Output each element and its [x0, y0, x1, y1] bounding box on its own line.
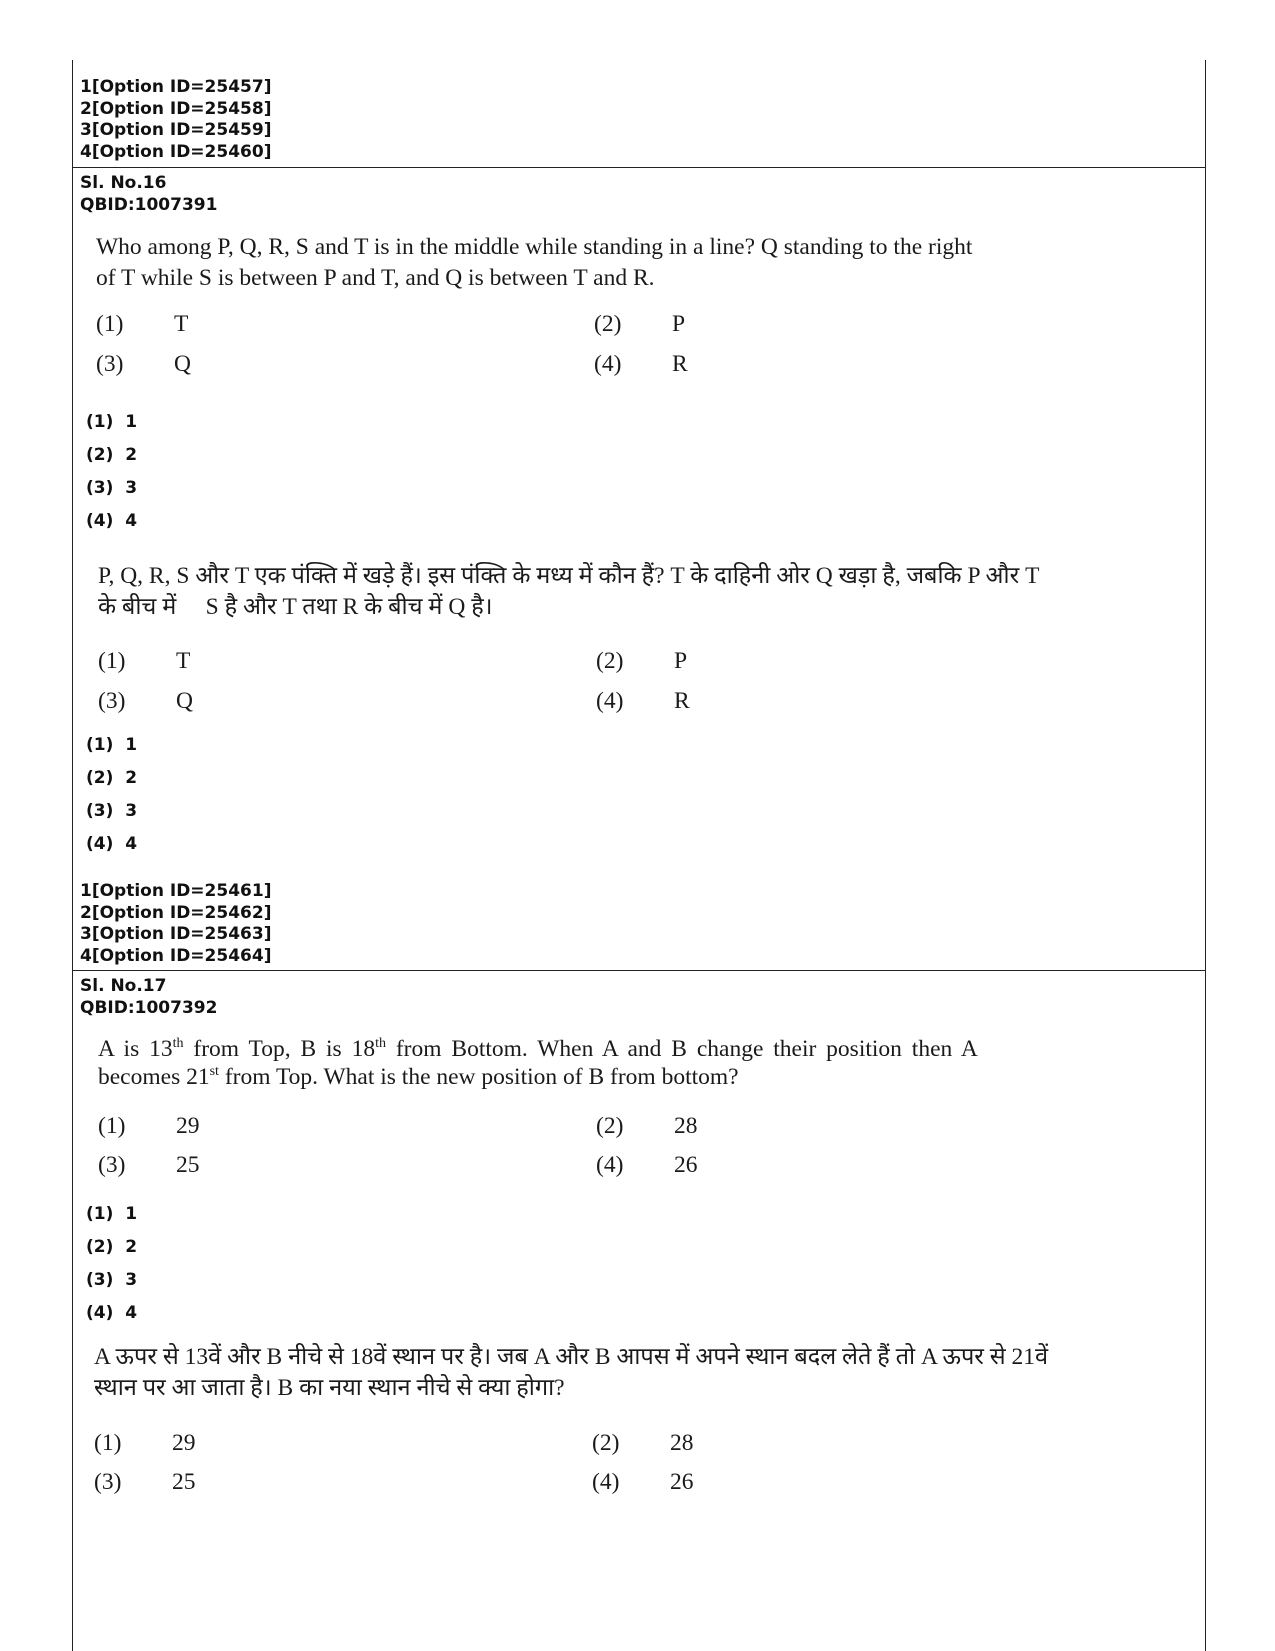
q16-english-question: [96, 232, 1166, 294]
option-id: 2[Option ID=25458]: [80, 98, 272, 119]
q17-hi-option-2: (2) 28: [592, 1430, 694, 1456]
qbid: QBID:1007391: [80, 194, 218, 215]
answer-choice[interactable]: (1) 1: [86, 1204, 138, 1224]
answer-choice[interactable]: (1) 1: [86, 735, 138, 755]
option-id: 3[Option ID=25459]: [80, 120, 272, 140]
answer-choice[interactable]: (3) 3: [86, 801, 138, 821]
answer-choice[interactable]: (4) 4: [86, 1303, 138, 1323]
page-frame: [72, 60, 1206, 1651]
serial-number: Sl. No.17: [80, 976, 167, 996]
q16-en-option-3: (3) Q: [96, 351, 191, 377]
answer-choice[interactable]: (4) 4: [86, 511, 138, 531]
question-line: के बीच में S है और T तथा R के बीच में Q है।: [98, 594, 493, 620]
q17-hi-option-4: (4) 26: [592, 1469, 694, 1495]
q16-en-option-1: (1) T: [96, 311, 189, 337]
answer-choice[interactable]: (2) 2: [86, 1237, 138, 1257]
qbid: QBID:1007392: [80, 997, 218, 1018]
q16-option-ids: [80, 881, 271, 967]
question-line: becomes 21st from Top. What is the new position of B from bottom?: [98, 1064, 739, 1090]
answer-choice[interactable]: (4) 4: [86, 834, 138, 854]
q16-hi-option-2: (2) P: [596, 648, 688, 674]
option-id: 2[Option ID=25462]: [80, 902, 272, 923]
question-line: Who among P, Q, R, S and T is in the middle while standing in a line? Q standing to the right: [96, 234, 973, 260]
serial-number: Sl. No.16: [80, 173, 167, 193]
q17-en-option-2: (2) 28: [596, 1113, 698, 1139]
question-line: A ऊपर से 13वें और B नीचे से 18वें स्थान पर है। जब A और B आपस में अपने स्थान बदल लेते हैं तो A ऊपर से 21वें: [94, 1344, 1049, 1370]
option-id: 4[Option ID=25464]: [80, 945, 272, 966]
answer-choice[interactable]: (2) 2: [86, 445, 138, 465]
q17-hindi-question: [94, 1342, 1164, 1404]
q16-en-option-2: (2) P: [594, 311, 686, 337]
answer-choice[interactable]: (3) 3: [86, 1270, 138, 1290]
question-line: of T while S is between P and T, and Q is between T and R.: [96, 265, 655, 291]
divider: [72, 167, 1206, 168]
q17-en-option-1: (1) 29: [98, 1113, 200, 1139]
question-line: P, Q, R, S और T एक पंक्ति में खड़े हैं। इस पंक्ति के मध्य में कौन हैं? T के दाहिनी ओर Q खड़ा है, जबकि P और T: [98, 563, 1040, 589]
question-line: A is 13th from Top, B is 18th from Bottom. When A and B change their position then A: [98, 1036, 978, 1062]
answer-choice[interactable]: (1) 1: [86, 412, 138, 432]
q17-en-option-4: (4) 26: [596, 1152, 698, 1178]
q16-hi-option-3: (3) Q: [98, 688, 193, 714]
q16-header: [80, 173, 217, 216]
q17-english-question: [98, 1035, 1168, 1091]
question-line: स्थान पर आ जाता है। B का नया स्थान नीचे से क्या होगा?: [94, 1375, 565, 1401]
q17-hi-option-3: (3) 25: [94, 1469, 196, 1495]
q17-hi-option-1: (1) 29: [94, 1430, 196, 1456]
q16-hindi-question: [98, 561, 1168, 623]
q17-en-option-3: (3) 25: [98, 1152, 200, 1178]
answer-choice[interactable]: (2) 2: [86, 768, 138, 788]
q16-hi-option-1: (1) T: [98, 648, 191, 674]
prev-option-ids: [80, 77, 271, 163]
q16-en-option-4: (4) R: [594, 351, 688, 377]
q17-header: [80, 976, 217, 1019]
answer-choice[interactable]: (3) 3: [86, 478, 138, 498]
option-id: 3[Option ID=25463]: [80, 924, 272, 944]
option-id: 1[Option ID=25457]: [80, 77, 272, 97]
q16-hi-option-4: (4) R: [596, 688, 690, 714]
option-id: 4[Option ID=25460]: [80, 141, 272, 162]
option-id: 1[Option ID=25461]: [80, 881, 272, 901]
divider: [72, 970, 1206, 971]
